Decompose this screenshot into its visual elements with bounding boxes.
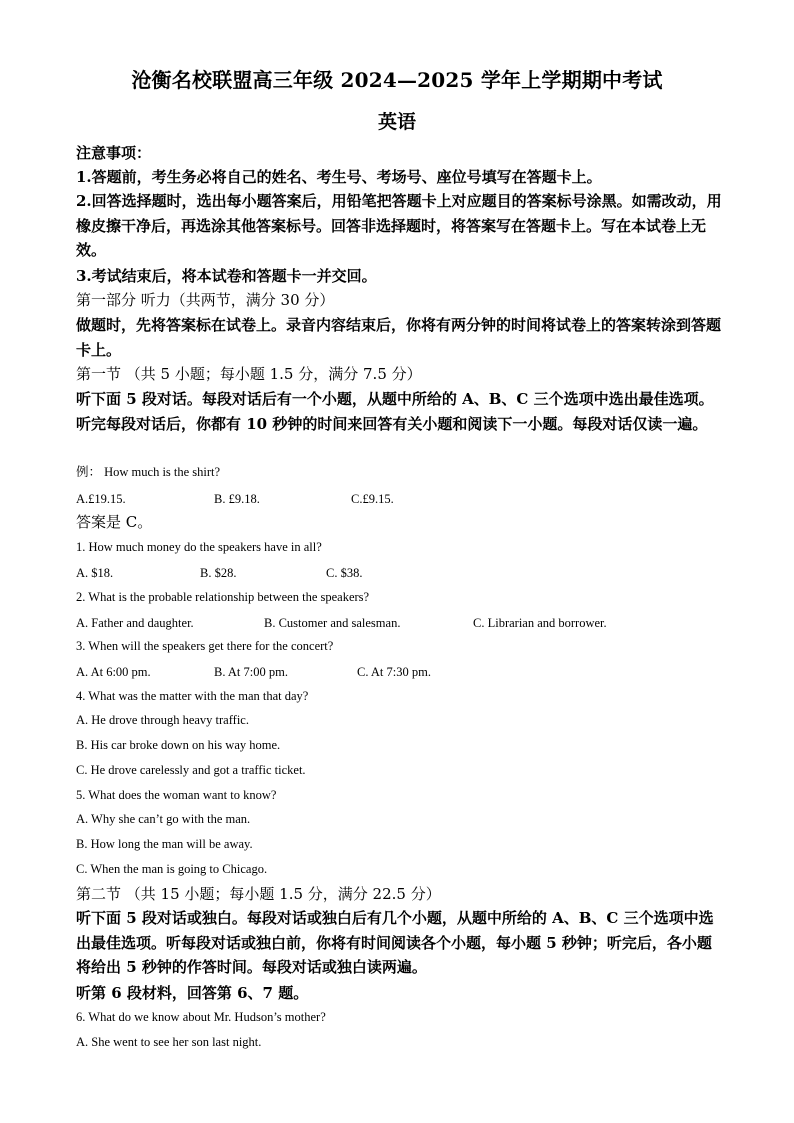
question-5: 5. What does the woman want to know?: [76, 788, 277, 802]
example-option-b: B. £9.18.: [214, 492, 260, 506]
notice-item-3: 3.考试结束后，将本试卷和答题卡一并交回。: [76, 267, 377, 285]
q4-option-c: C. He drove carelessly and got a traffic ticket.: [76, 763, 306, 777]
section1-intro: 听下面 5 段对话。每段对话后有一个小题，从题中所给的 A、B、C 三个选项中选出最佳选项。听完每段对话后，你都有 10 秒钟的时间来回答有关小题和阅读下一小题。每段对话仅读一遍。: [76, 390, 714, 433]
exam-title: 沧衡名校联盟高三年级 2024—2025 学年上学期期中考试: [131, 68, 663, 92]
q5-option-c: C. When the man is going to Chicago.: [76, 862, 268, 876]
part1-intro: 做题时，先将答案标在试卷上。录音内容结束后，你将有两分钟的时间将试卷上的答案转涂到答题卡上。: [76, 316, 722, 359]
section2-intro: 听下面 5 段对话或独白。每段对话或独白后有几个小题，从题中所给的 A、B、C 三个选项中选出最佳选项。听每段对话或独白前，你将有时间阅读各个小题，每小题 5 秒钟；听完后，各小题将给出 5 秒钟的作答时间。每段对话或独白读两遍。: [76, 909, 714, 976]
q3-option-b: B. At 7:00 pm.: [214, 665, 288, 679]
notice-item-1: 1.答题前，考生务必将自己的姓名、考生号、考场号、座位号填写在答题卡上。: [76, 168, 602, 186]
q1-option-c: C. $38.: [326, 566, 363, 580]
q2-option-c: C. Librarian and borrower.: [473, 616, 607, 630]
q4-option-b: B. His car broke down on his way home.: [76, 738, 281, 752]
example-question: 例： How much is the shirt?: [76, 465, 221, 479]
example-option-a: A.£19.15.: [76, 492, 126, 506]
q5-option-a: A. Why she can’t go with the man.: [76, 812, 251, 826]
q3-option-a: A. At 6:00 pm.: [76, 665, 151, 679]
part1-heading: 第一部分 听力（共两节，满分 30 分）: [76, 291, 335, 309]
q4-option-a: A. He drove through heavy traffic.: [76, 713, 249, 727]
question-3: 3. When will the speakers get there for the concert?: [76, 639, 334, 653]
q1-option-b: B. $28.: [200, 566, 237, 580]
example-answer: 答案是 C。: [76, 513, 153, 531]
q3-option-c: C. At 7:30 pm.: [357, 665, 431, 679]
example-option-c: C.£9.15.: [351, 492, 394, 506]
question-6: 6. What do we know about Mr. Hudson’s mother?: [76, 1010, 326, 1024]
notice-heading: 注意事项：: [76, 144, 152, 162]
section1-heading: 第一节 （共 5 小题；每小题 1.5 分，满分 7.5 分）: [76, 365, 422, 383]
question-1: 1. How much money do the speakers have in all?: [76, 540, 322, 554]
q1-option-a: A. $18.: [76, 566, 114, 580]
q6-option-a: A. She went to see her son last night.: [76, 1035, 262, 1049]
section2-heading: 第二节 （共 15 小题；每小题 1.5 分，满分 22.5 分）: [76, 885, 441, 903]
question-2: 2. What is the probable relationship between the speakers?: [76, 590, 370, 604]
question-4: 4. What was the matter with the man that day?: [76, 689, 309, 703]
q2-option-b: B. Customer and salesman.: [264, 616, 401, 630]
q2-option-a: A. Father and daughter.: [76, 616, 194, 630]
material-6-note: 听第 6 段材料，回答第 6、7 题。: [76, 984, 309, 1002]
notice-item-2: 2.回答选择题时，选出每小题答案后，用铅笔把答题卡上对应题目的答案标号涂黑。如需改动，用橡皮擦干净后，再选涂其他答案标号。回答非选择题时，将答案写在答题卡上。写在本试卷上无效。: [76, 192, 722, 259]
q5-option-b: B. How long the man will be away.: [76, 837, 253, 851]
subject-title: 英语: [377, 111, 416, 133]
